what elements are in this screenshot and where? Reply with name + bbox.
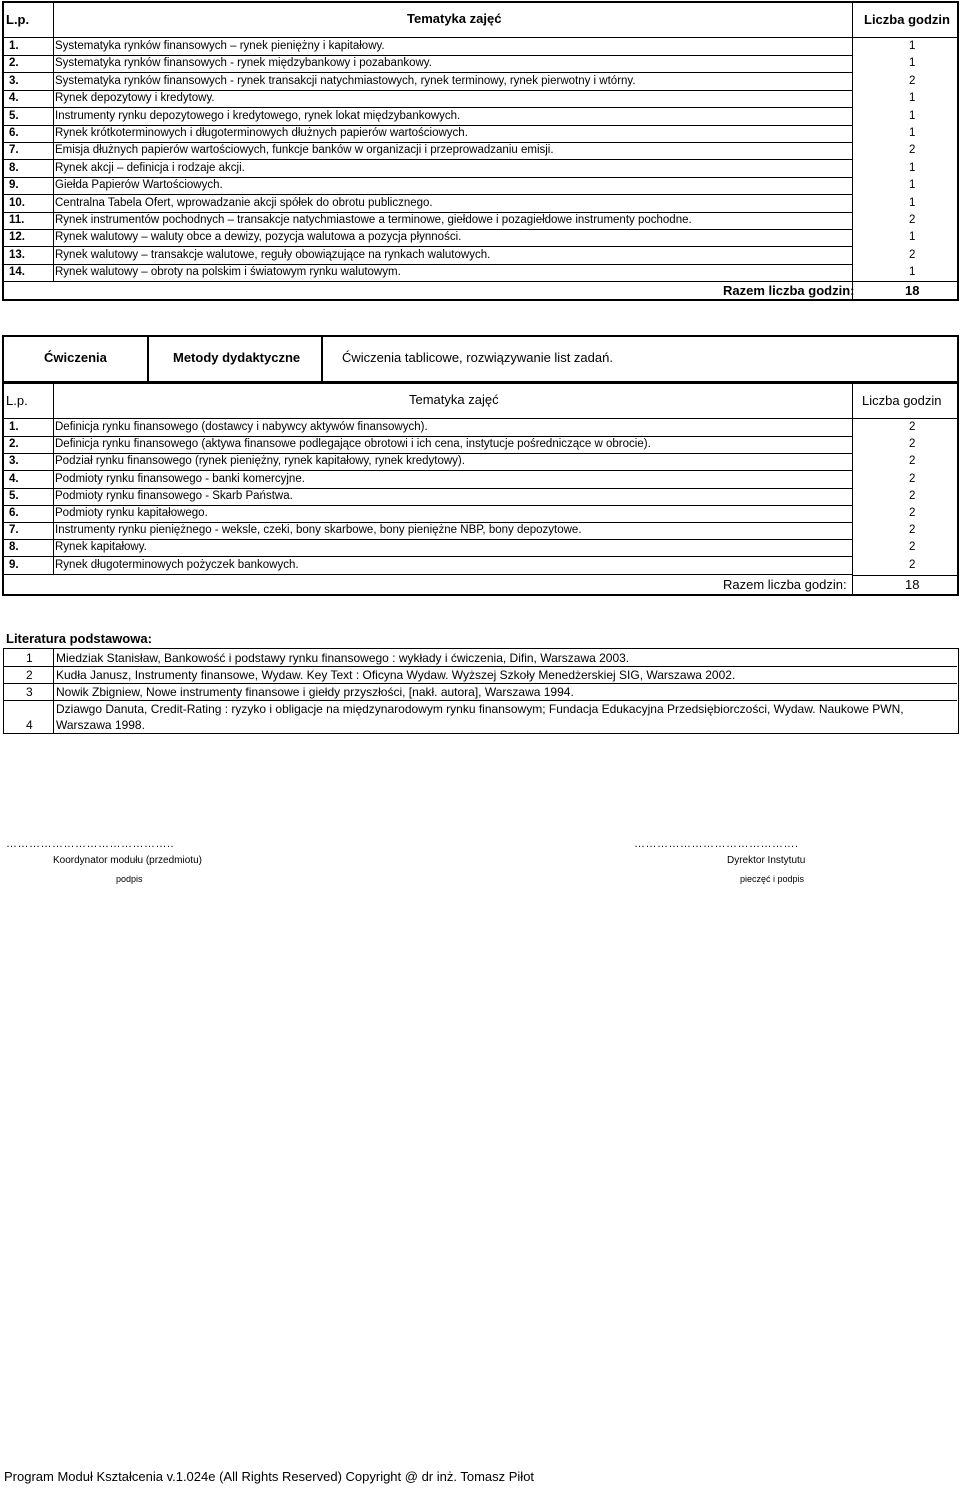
lecture-row bbox=[3, 142, 957, 159]
lecture-row-hours: 1 bbox=[909, 231, 916, 244]
lecture-row bbox=[3, 73, 957, 90]
lit-num-2: 2 bbox=[26, 668, 33, 682]
lecture-row-topic: Emisja dłużnych papierów wartościowych, funkcje banków w organizacji i przeprowadzaniu emisji. bbox=[55, 144, 554, 157]
lecture-row-number: 10. bbox=[9, 196, 25, 209]
exercises-total-label: Razem liczba godzin: bbox=[723, 577, 847, 592]
lecture-row-topic: Giełda Papierów Wartościowych. bbox=[55, 179, 223, 192]
lit-num-4: 4 bbox=[26, 718, 33, 732]
lecture-row-number: 7. bbox=[9, 144, 19, 157]
lecture-row-topic: Rynek depozytowy i kredytowy. bbox=[55, 92, 215, 105]
exercise-row-number: 4. bbox=[9, 472, 19, 485]
lecture-row-topic: Rynek walutowy – transakcje walutowe, reguły obowiązujące na rynkach walutowych. bbox=[55, 248, 491, 261]
lecture-row-hours: 1 bbox=[909, 109, 916, 122]
footer-copyright: Program Moduł Kształcenia v.1.024e (All Rights Reserved) Copyright @ dr inż. Tomasz Piłot bbox=[4, 1469, 535, 1484]
exercise-row-hours: 2 bbox=[909, 438, 916, 451]
lecture-row-topic: Systematyka rynków finansowych - rynek międzybankowy i pozabankowy. bbox=[55, 57, 432, 70]
exercise-row-number: 1. bbox=[9, 421, 19, 433]
exercise-row bbox=[3, 505, 957, 522]
lecture-row-number: 4. bbox=[9, 92, 19, 105]
exercises-header-lp: L.p. bbox=[6, 393, 28, 408]
lecture-row-topic: Rynek krótkoterminowych i długoterminowych dłużnych papierów wartościowych. bbox=[55, 127, 468, 139]
exercise-row-topic: Instrumenty rynku pieniężnego - weksle, czeki, bony skarbowe, bony pieniężne NBP, bony depozytowe. bbox=[55, 524, 582, 537]
exercise-row-number: 5. bbox=[9, 489, 19, 502]
lecture-row-topic: Systematyka rynków finansowych – rynek pieniężny i kapitałowy. bbox=[55, 40, 385, 52]
exercise-row-hours: 2 bbox=[909, 472, 916, 485]
lecture-total-label: Razem liczba godzin: bbox=[723, 283, 855, 298]
lecture-row-topic: Systematyka rynków finansowych - rynek transakcji natychmiastowych, rynek terminowy, rynek pierwotny i wtórny. bbox=[55, 74, 636, 87]
lecture-row bbox=[3, 229, 957, 246]
left-signature-role: Koordynator modułu (przedmiotu) bbox=[53, 855, 202, 866]
lecture-row bbox=[3, 247, 957, 264]
lecture-row bbox=[3, 125, 957, 142]
exercises-total-value: 18 bbox=[905, 577, 920, 592]
exercise-row bbox=[3, 419, 957, 436]
lecture-row bbox=[3, 90, 957, 107]
lecture-row-topic: Rynek instrumentów pochodnych – transakcje natychmiastowe a terminowe, giełdowe i pozagiełdowe instrumenty pochodne. bbox=[55, 214, 692, 226]
lecture-row-hours: 1 bbox=[909, 92, 916, 105]
lit-text-2: Kudła Janusz, Instrumenty finansowe, Wydaw. Key Text : Oficyna Wydaw. Wyższej Szkoły Menedżerskiej SIG, Warszawa 2002. bbox=[56, 668, 736, 682]
lecture-row-hours: 1 bbox=[909, 161, 916, 174]
lit-text-1: Miedziak Stanisław, Bankowość i podstawy rynku finansowego : wykłady i ćwiczenia, Difin, Warszawa 2003. bbox=[56, 651, 630, 665]
exercise-row-number: 7. bbox=[9, 524, 19, 537]
exercise-row-topic: Definicja rynku finansowego (aktywa finansowe podlegające obrotowi i ich cena, instytucje pośredniczące w obrocie). bbox=[55, 438, 651, 451]
lit-text-4-line2: Warszawa 1998. bbox=[56, 718, 145, 732]
exercises-title: Ćwiczenia bbox=[44, 350, 107, 365]
exercise-row-hours: 2 bbox=[909, 541, 916, 554]
lecture-row-number: 9. bbox=[9, 179, 19, 192]
lecture-row-hours: 1 bbox=[909, 127, 916, 139]
lecture-row-number: 8. bbox=[9, 161, 19, 174]
lecture-row-number: 2. bbox=[9, 57, 19, 70]
lecture-row bbox=[3, 177, 957, 194]
exercise-row-number: 8. bbox=[9, 541, 19, 554]
lecture-row-hours: 2 bbox=[909, 144, 916, 157]
right-signature-note: pieczęć i podpis bbox=[740, 874, 805, 884]
exercise-row-topic: Definicja rynku finansowego (dostawcy i nabywcy aktywów finansowych). bbox=[55, 421, 428, 433]
lecture-row-hours: 2 bbox=[909, 248, 916, 261]
left-signature-line: …………………………………….. bbox=[6, 838, 175, 850]
lecture-row-hours: 1 bbox=[909, 266, 916, 279]
exercise-row-hours: 2 bbox=[909, 489, 916, 502]
exercise-row bbox=[3, 453, 957, 470]
exercise-row bbox=[3, 522, 957, 539]
exercise-row-topic: Podmioty rynku kapitałowego. bbox=[55, 507, 208, 519]
lecture-row-number: 5. bbox=[9, 109, 19, 122]
lecture-row bbox=[3, 55, 957, 72]
lecture-row-hours: 1 bbox=[909, 40, 916, 52]
exercise-row-topic: Rynek kapitałowy. bbox=[55, 541, 147, 554]
left-signature-note: podpis bbox=[116, 874, 143, 884]
lecture-row-number: 11. bbox=[9, 214, 25, 226]
exercise-row-topic: Podmioty rynku finansowego - banki komercyjne. bbox=[55, 472, 305, 485]
methods-label: Metody dydaktyczne bbox=[173, 350, 301, 365]
lecture-row-topic: Rynek walutowy – obroty na polskim i światowym rynku walutowym. bbox=[55, 266, 401, 279]
right-signature-line: ……………………………………. bbox=[634, 838, 799, 850]
lecture-row bbox=[3, 108, 957, 125]
literature-title: Literatura podstawowa: bbox=[6, 631, 152, 646]
lecture-row-number: 13. bbox=[9, 248, 25, 261]
lecture-row-number: 6. bbox=[9, 127, 19, 139]
lecture-row-number: 12. bbox=[9, 231, 25, 244]
exercise-row-hours: 2 bbox=[909, 524, 916, 537]
exercise-row-number: 3. bbox=[9, 455, 19, 468]
exercise-row bbox=[3, 436, 957, 453]
lecture-row-hours: 1 bbox=[909, 57, 916, 70]
lecture-row-topic: Instrumenty rynku depozytowego i kredytowego, rynek lokat międzybankowych. bbox=[55, 109, 461, 122]
methods-value: Ćwiczenia tablicowe, rozwiązywanie list zadań. bbox=[342, 350, 613, 365]
exercise-row-topic: Rynek długoterminowych pożyczek bankowych. bbox=[55, 558, 299, 571]
exercise-row bbox=[3, 539, 957, 556]
lit-text-4-line1: Dziawgo Danuta, Credit-Rating : ryzyko i obligacje na międzynarodowym rynku finansowym; Fundacja Edukacyjna Przedsiębiorczości, Wydaw. Naukowe PWN, bbox=[56, 702, 904, 716]
lecture-header-topic: Tematyka zajęć bbox=[407, 11, 502, 26]
lecture-total-value: 18 bbox=[905, 283, 920, 298]
lecture-row bbox=[3, 195, 957, 212]
lecture-row-hours: 1 bbox=[909, 179, 916, 192]
lecture-row-topic: Centralna Tabela Ofert, wprowadzanie akcji spółek do obrotu publicznego. bbox=[55, 196, 433, 209]
lit-text-3: Nowik Zbigniew, Nowe instrumenty finansowe i giełdy przyszłości, [nakł. autora], Warszawa 1994. bbox=[56, 685, 574, 699]
lecture-row-topic: Rynek akcji – definicja i rodzaje akcji. bbox=[55, 161, 245, 174]
lecture-row-topic: Rynek walutowy – waluty obce a dewizy, pozycja walutowa a pozycja płynności. bbox=[55, 231, 462, 244]
lecture-row bbox=[3, 160, 957, 177]
exercise-row-hours: 2 bbox=[909, 558, 916, 571]
lit-num-3: 3 bbox=[26, 685, 33, 699]
exercise-row-number: 6. bbox=[9, 507, 19, 519]
exercise-row bbox=[3, 471, 957, 488]
exercises-header-hours: Liczba godzin bbox=[862, 393, 942, 408]
exercise-row-hours: 2 bbox=[909, 421, 916, 433]
exercise-row-hours: 2 bbox=[909, 507, 916, 519]
lecture-row-hours: 1 bbox=[909, 196, 916, 209]
lecture-row-hours: 2 bbox=[909, 214, 916, 226]
exercise-row-number: 2. bbox=[9, 438, 19, 451]
exercise-row-number: 9. bbox=[9, 558, 19, 571]
lecture-row bbox=[3, 264, 957, 281]
lecture-row bbox=[3, 38, 957, 55]
exercise-row bbox=[3, 488, 957, 505]
lecture-row-number: 14. bbox=[9, 266, 25, 279]
lecture-header-hours: Liczba godzin bbox=[864, 12, 950, 27]
exercise-row-hours: 2 bbox=[909, 455, 916, 468]
exercise-row-topic: Podział rynku finansowego (rynek pieniężny, rynek kapitałowy, rynek kredytowy). bbox=[55, 455, 465, 468]
lecture-row-number: 3. bbox=[9, 74, 19, 87]
right-signature-role: Dyrektor Instytutu bbox=[727, 855, 806, 866]
exercises-header-topic: Tematyka zajęć bbox=[409, 392, 499, 407]
exercise-row bbox=[3, 557, 957, 574]
exercise-row-topic: Podmioty rynku finansowego - Skarb Państwa. bbox=[55, 489, 293, 502]
lecture-row-hours: 2 bbox=[909, 74, 916, 87]
lit-num-1: 1 bbox=[26, 651, 33, 665]
lecture-row-number: 1. bbox=[9, 40, 19, 52]
lecture-row bbox=[3, 212, 957, 229]
lecture-header-lp: L.p. bbox=[6, 12, 30, 27]
